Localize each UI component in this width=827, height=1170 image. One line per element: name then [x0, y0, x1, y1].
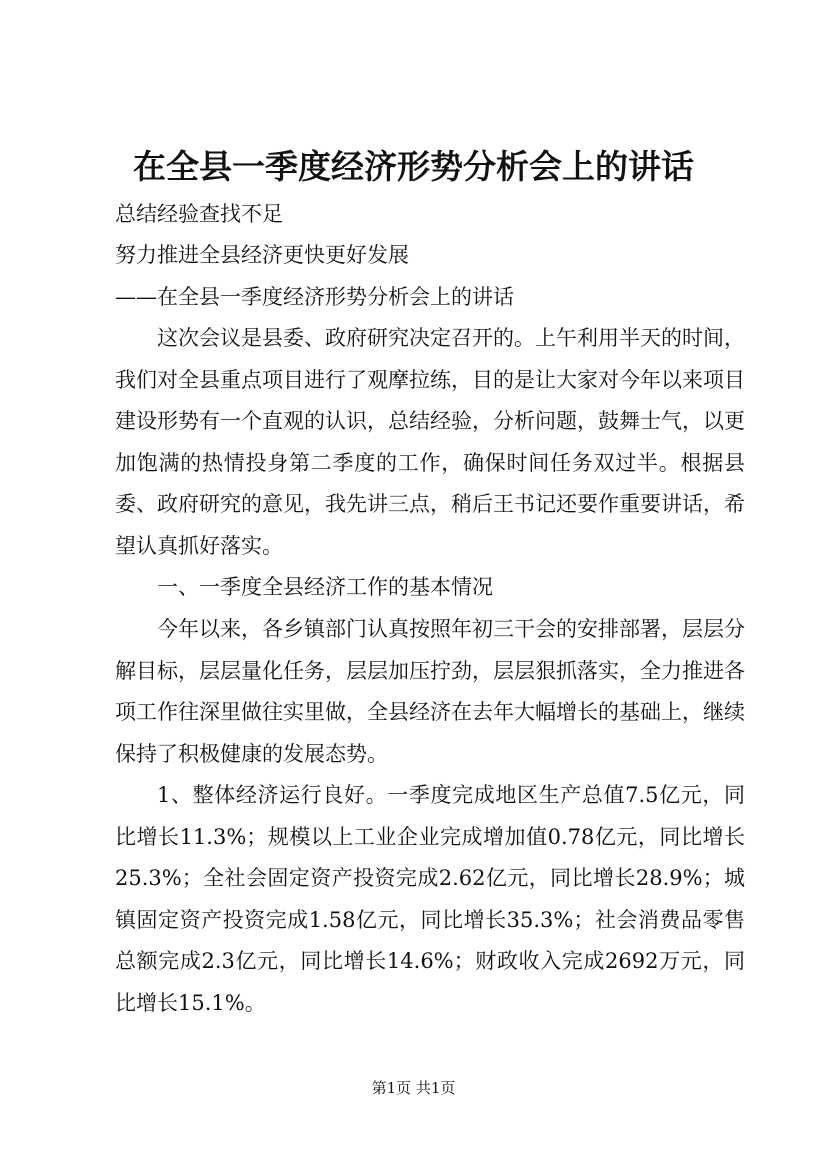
body-paragraph-intro: 这次会议是县委、政府研究决定召开的。上午利用半天的时间，我们对全县重点项目进行了观摩拉练，目的是让大家对今年以来项目建设形势有一个直观的认识，总结经验，分析问题，鼓舞士气，以更加饱满的热情投身第二季度的工作，确保时间任务双过半。根据县委、政府研究的意见，我先讲三点，稍后王书记还要作重要讲话，希望认真抓好落实。 — [115, 326, 745, 558]
subtitle-goal: 努力推进全县经济更快更好发展 — [115, 243, 409, 267]
page-number: 第1页 共1页 — [371, 1079, 456, 1097]
subtitle-occasion: ——在全县一季度经济形势分析会上的讲话 — [115, 285, 514, 309]
body-paragraph-overview: 今年以来，各乡镇部门认真按照年初三干会的安排部署，层层分解目标，层层量化任务，层层加压拧劲，层层狠抓落实，全力推进各项工作往深里做往实里做，全县经济在去年大幅增长的基础上，继续保持了积极健康的发展态势。 — [115, 617, 745, 766]
document-title: 在全县一季度经济形势分析会上的讲话 — [133, 147, 694, 186]
body-paragraph-economy: 1、整体经济运行良好。一季度完成地区生产总值7.5亿元，同比增长11.3%；规模以上工业企业完成增加值0.78亿元，同比增长25.3%；全社会固定资产投资完成2.62亿元，同比增长28.9%；城镇固定资产投资完成1.58亿元，同比增长35.3%；社会消费品零售总额完成2.3亿元，同比增长14.6%；财政收入完成2692万元，同比增长15.1%。 — [115, 783, 745, 1015]
section-heading-1: 一、一季度全县经济工作的基本情况 — [157, 575, 493, 599]
subtitle-summary: 总结经验查找不足 — [115, 202, 283, 226]
